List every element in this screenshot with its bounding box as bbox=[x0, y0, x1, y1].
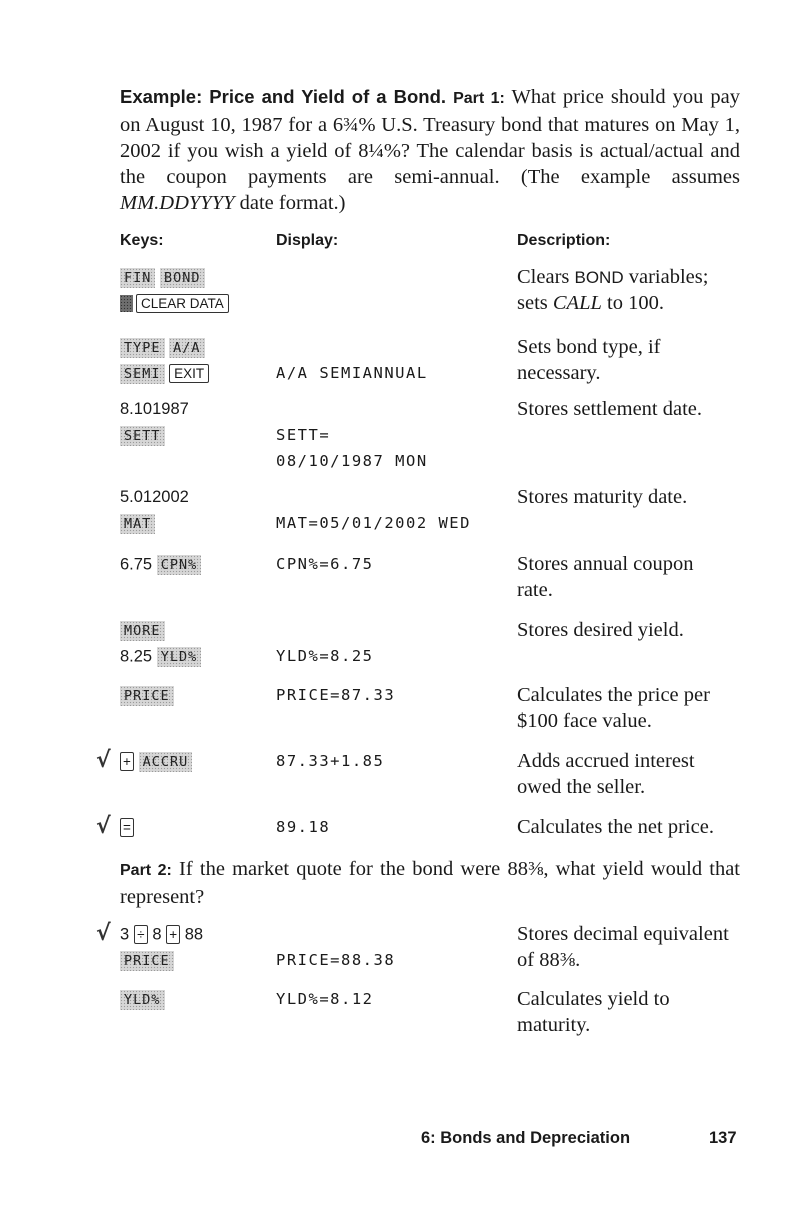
yld-menu-key: YLD% bbox=[120, 990, 165, 1010]
clear-data-key: CLEAR DATA bbox=[136, 294, 229, 313]
plus-key: + bbox=[166, 925, 180, 944]
shift-key-icon bbox=[120, 295, 133, 312]
desc-text: rate. bbox=[517, 579, 553, 601]
type-menu-key: TYPE bbox=[120, 338, 165, 358]
checkmark-icon: √ bbox=[96, 814, 111, 839]
part2-text: If the market quote for the bond were 88⅜, what yield would that represent? bbox=[120, 858, 741, 908]
display-readout: SETT= bbox=[276, 426, 331, 444]
desc-text: variables; bbox=[623, 266, 709, 288]
desc-text: Stores settlement date. bbox=[517, 398, 703, 420]
display-readout: 08/10/1987 MON bbox=[276, 452, 428, 470]
equals-key: = bbox=[120, 818, 134, 837]
date-format: MM.DDYYYY bbox=[120, 192, 235, 214]
intro-text-1: What price should you pay on August 10, 1987 for a 6¾% U.S. Treasury bond that matures on May 1, 2002 if you wish a yield of 8¼%? The calendar basis is actual/actual and the coupon payments are semi-annual. (The example assumes bbox=[120, 86, 741, 188]
semi-menu-key: SEMI bbox=[120, 364, 165, 384]
checkmark-icon: √ bbox=[96, 748, 111, 773]
chapter-title: 6: Bonds and Depreciation bbox=[421, 1129, 631, 1147]
desc-text: Clears bbox=[517, 266, 575, 288]
part1-label: Part 1: bbox=[453, 90, 505, 107]
desc-text: of 88⅜. bbox=[517, 949, 581, 971]
display-readout: 89.18 bbox=[276, 818, 331, 836]
display-column-header: Display: bbox=[276, 232, 339, 249]
exit-key: EXIT bbox=[169, 364, 209, 383]
desc-text: sets bbox=[517, 292, 553, 314]
entry-digit: 3 bbox=[120, 925, 130, 944]
desc-text: Adds accrued interest bbox=[517, 750, 695, 772]
call-word: CALL bbox=[552, 292, 602, 314]
page-number: 137 bbox=[709, 1129, 737, 1147]
divide-key: ÷ bbox=[134, 925, 148, 944]
plus-key: + bbox=[120, 752, 134, 771]
desc-text: Stores decimal equivalent bbox=[517, 923, 729, 945]
display-readout: CPN%=6.75 bbox=[276, 555, 374, 573]
fin-menu-key: FIN bbox=[120, 268, 155, 288]
desc-text: Sets bond type, if bbox=[517, 336, 661, 358]
display-readout: MAT=05/01/2002 WED bbox=[276, 514, 471, 532]
keys-column-header: Keys: bbox=[120, 232, 164, 249]
entry-digit: 8 bbox=[152, 925, 162, 944]
display-readout: PRICE=87.33 bbox=[276, 686, 396, 704]
checkmark-icon: √ bbox=[96, 921, 111, 946]
desc-text: owed the seller. bbox=[517, 776, 646, 798]
desc-text: Calculates the net price. bbox=[517, 816, 714, 838]
desc-text: Stores desired yield. bbox=[517, 619, 684, 641]
price-menu-key: PRICE bbox=[120, 686, 174, 706]
entry-value: 5.012002 bbox=[120, 488, 189, 506]
desc-text: Calculates the price per bbox=[517, 684, 710, 706]
example-heading: Example: Price and Yield of a Bond. bbox=[120, 86, 447, 107]
display-readout: YLD%=8.25 bbox=[276, 647, 374, 665]
price-menu-key: PRICE bbox=[120, 951, 174, 971]
display-readout: 87.33+1.85 bbox=[276, 752, 385, 770]
entry-digit: 88 bbox=[184, 925, 204, 944]
entry-value: 6.75 bbox=[120, 555, 153, 574]
description-column-header: Description: bbox=[517, 232, 611, 249]
bond-word: BOND bbox=[574, 268, 624, 287]
desc-text: necessary. bbox=[517, 362, 601, 384]
entry-value: 8.25 bbox=[120, 647, 153, 666]
intro-paragraph bbox=[120, 84, 740, 216]
desc-text: $100 face value. bbox=[517, 710, 652, 732]
intro-text-2: date format.) bbox=[234, 192, 346, 214]
part2-paragraph bbox=[120, 856, 740, 910]
cpn-menu-key: CPN% bbox=[157, 555, 202, 575]
desc-text: to 100. bbox=[601, 292, 664, 314]
desc-text: Calculates yield to bbox=[517, 988, 670, 1010]
display-readout: A/A SEMIANNUAL bbox=[276, 364, 428, 382]
accru-menu-key: ACCRU bbox=[139, 752, 193, 772]
more-menu-key: MORE bbox=[120, 621, 165, 641]
entry-value: 8.101987 bbox=[120, 400, 189, 418]
sett-menu-key: SETT bbox=[120, 426, 165, 446]
mat-menu-key: MAT bbox=[120, 514, 155, 534]
bond-menu-key: BOND bbox=[160, 268, 205, 288]
desc-text: Stores maturity date. bbox=[517, 486, 688, 508]
desc-text: Stores annual coupon bbox=[517, 553, 694, 575]
yld-menu-key: YLD% bbox=[157, 647, 202, 667]
display-readout: YLD%=8.12 bbox=[276, 990, 374, 1008]
display-readout: PRICE=88.38 bbox=[276, 951, 396, 969]
aa-menu-key: A/A bbox=[169, 338, 204, 358]
desc-text: maturity. bbox=[517, 1014, 591, 1036]
part2-label: Part 2: bbox=[120, 862, 172, 879]
